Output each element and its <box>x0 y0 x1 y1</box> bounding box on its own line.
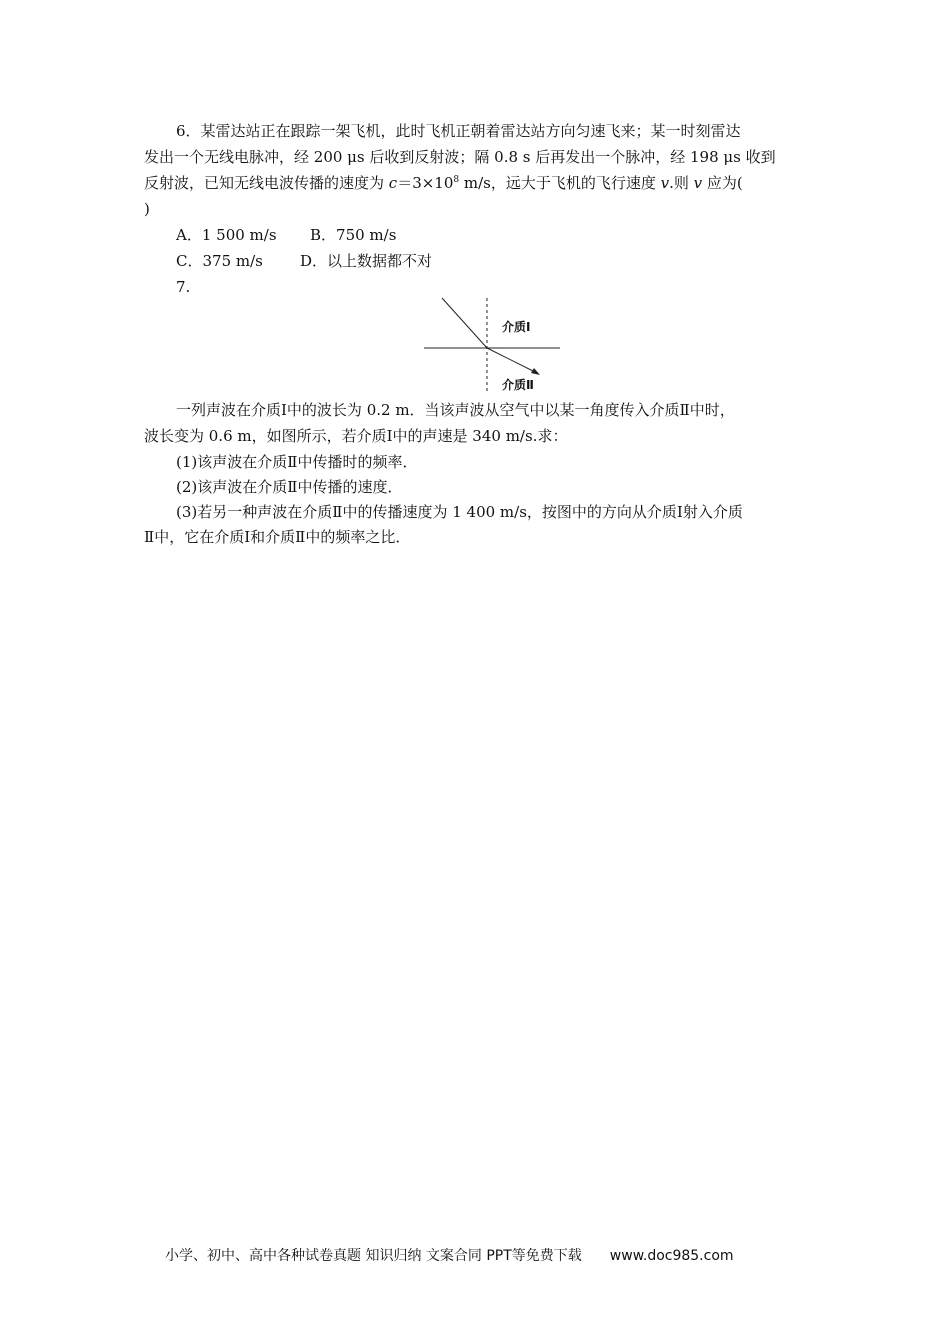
q7-line2: 波长变为 0.6 m，如图所示，若介质Ⅰ中的声速是 340 m/s.求： <box>144 427 568 445</box>
q6-line3-eq: ＝3×10 <box>397 174 454 192</box>
q6-line3 <box>144 172 743 194</box>
option-c: C．375 m/s <box>176 252 263 270</box>
q6-line3-then: .则 <box>669 174 694 192</box>
q6-line1: 6．某雷达站正在跟踪一架飞机，此时飞机正朝着雷达站方向匀速飞来；某一时刻雷达 <box>176 122 741 140</box>
q6-line3-pre: 反射波，已知无线电波传播的速度为 <box>144 174 389 192</box>
refraction-diagram <box>420 296 570 396</box>
refracted-ray <box>487 348 537 373</box>
exponent: 8 <box>453 175 460 185</box>
var-v: v <box>660 174 670 192</box>
footer-site-link[interactable]: www.doc985.com <box>609 1248 734 1264</box>
var-c: c <box>388 174 398 192</box>
refraction-figure <box>420 296 570 400</box>
incident-ray <box>442 298 487 348</box>
q7-sub1: (1)该声波在介质Ⅱ中传播时的频率． <box>176 453 418 471</box>
q7-number: 7. <box>176 278 191 296</box>
option-d: D．以上数据都不对 <box>300 252 433 270</box>
q6-line2: 发出一个无线电脉冲，经 200 μs 后收到反射波；隔 0.8 s 后再发出一个脉冲，经 198 μs 收到 <box>144 148 776 166</box>
q7-line1: 一列声波在介质Ⅰ中的波长为 0.2 m．当该声波从空气中以某一角度传入介质Ⅱ中时， <box>176 401 735 419</box>
footer <box>165 1245 734 1265</box>
q6-line4: ) <box>144 200 150 218</box>
q7-sub2: (2)该声波在介质Ⅱ中传播的速度． <box>176 478 403 496</box>
option-b: B．750 m/s <box>310 226 397 244</box>
arrow-head-icon <box>531 368 540 375</box>
footer-text: 小学、初中、高中各种试卷真题 知识归纳 文案合同 PPT等免费下载 <box>165 1248 582 1264</box>
var-v2: v <box>693 174 703 192</box>
q7-sub3-line1: (3)若另一种声波在介质Ⅱ中的传播速度为 1 400 m/s，按图中的方向从介质Ⅰ射入介质 <box>176 503 743 521</box>
q7-sub3-line2: Ⅱ中，它在介质Ⅰ和介质Ⅱ中的频率之比． <box>144 528 411 546</box>
option-a: A．1 500 m/s <box>176 226 277 244</box>
label-medium2: 介质Ⅱ <box>502 378 534 392</box>
label-medium1: 介质Ⅰ <box>502 320 531 334</box>
q6-line3-post: m/s，远大于飞机的飞行速度 <box>459 174 661 192</box>
q6-line3-end: 应为( <box>702 174 743 192</box>
